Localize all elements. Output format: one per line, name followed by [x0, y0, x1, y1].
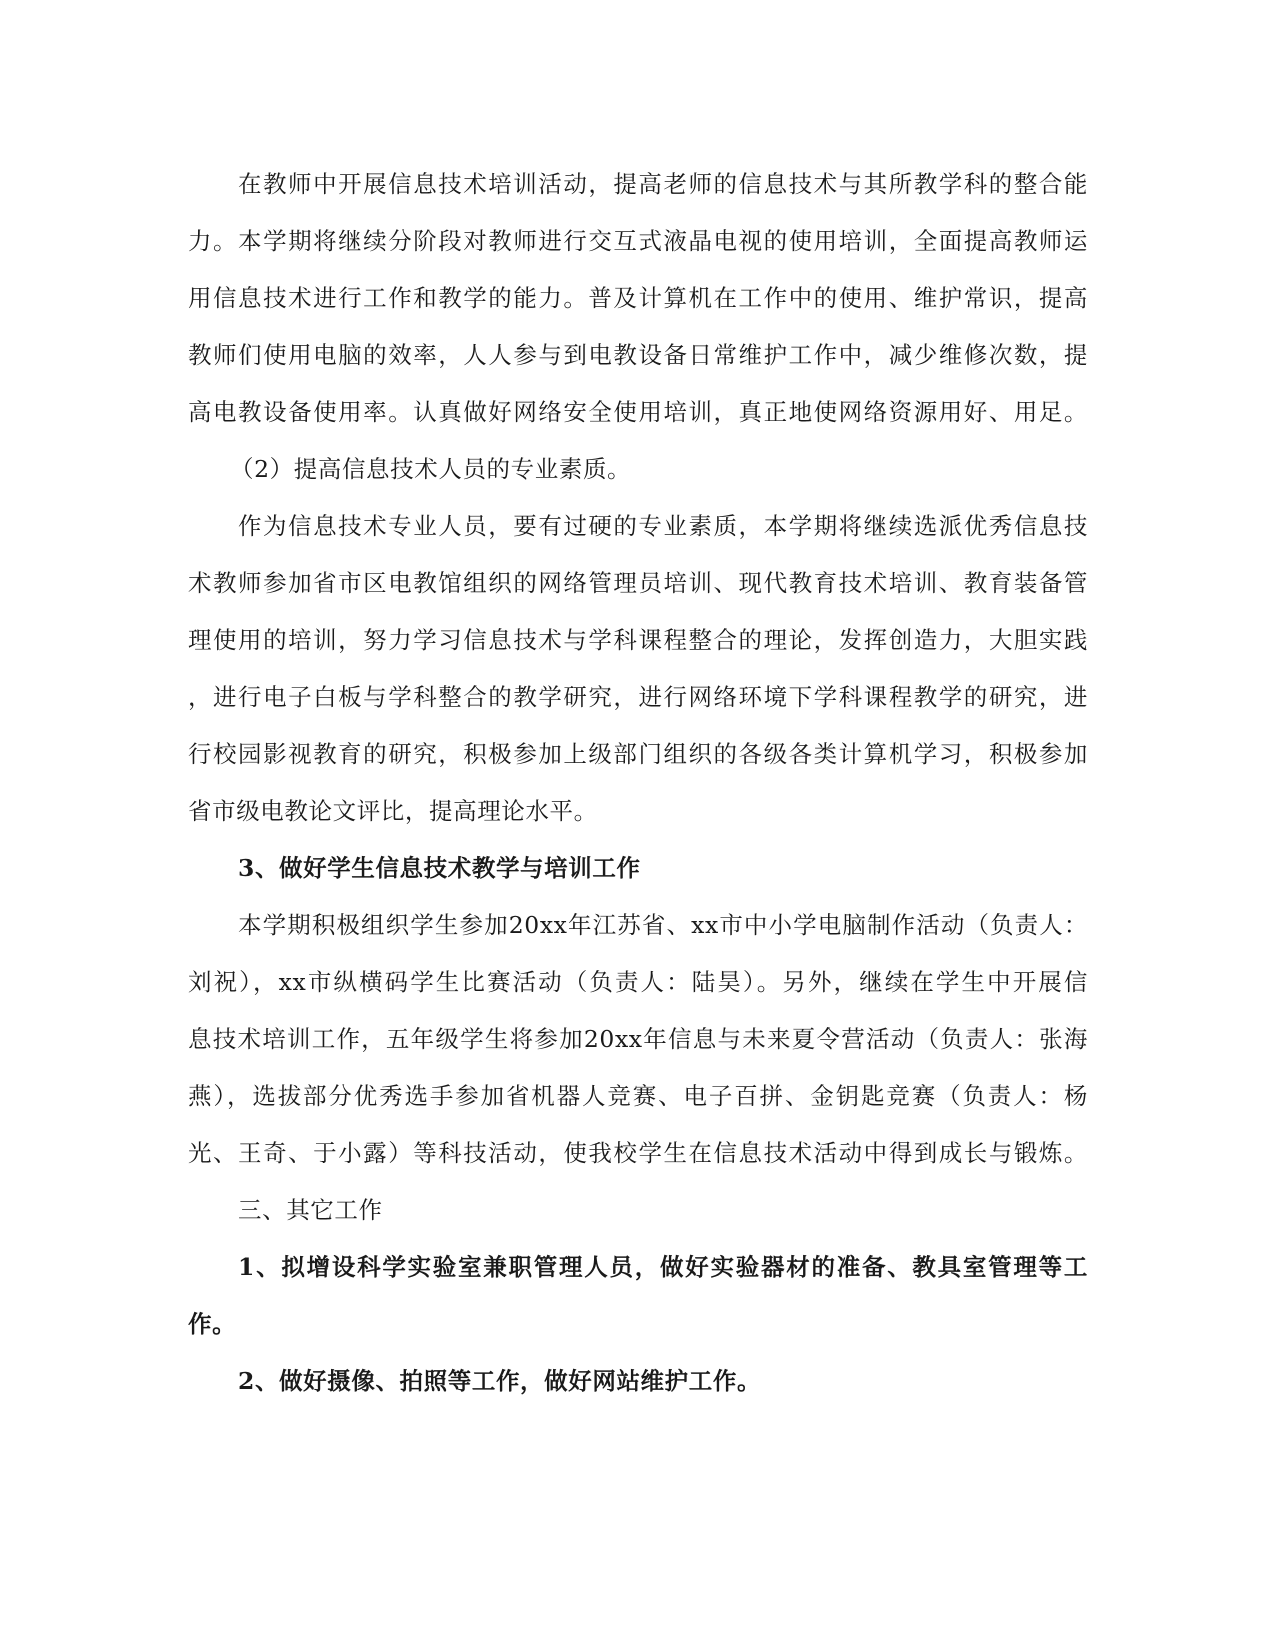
bold-paragraph-line: 作。 [188, 1310, 237, 1338]
paragraph-line: 理使用的培训，努力学习信息技术与学科课程整合的理论，发挥创造力，大胆实践 [188, 626, 1088, 654]
paragraph-line: 术教师参加省市区电教馆组织的网络管理员培训、现代教育技术培训、教育装备管 [188, 569, 1088, 597]
subheading-line: （2）提高信息技术人员的专业素质。 [230, 455, 632, 483]
paragraph-line: 教师们使用电脑的效率，人人参与到电教设备日常维护工作中，减少维修次数，提 [188, 341, 1088, 369]
paragraph-line: 光、王奇、于小露）等科技活动，使我校学生在信息技术活动中得到成长与锻炼。 [188, 1139, 1088, 1167]
paragraph-line: 刘祝），xx市纵横码学生比赛活动（负责人：陆昊）。另外，继续在学生中开展信 [188, 968, 1088, 996]
paragraph-line: 本学期积极组织学生参加20xx年江苏省、xx市中小学电脑制作活动（负责人： [238, 911, 1088, 939]
paragraph-line: 行校园影视教育的研究，积极参加上级部门组织的各级各类计算机学习，积极参加 [188, 740, 1088, 768]
bold-paragraph-line: 2、做好摄像、拍照等工作，做好网站维护工作。 [238, 1367, 762, 1395]
paragraph-line: 力。本学期将继续分阶段对教师进行交互式液晶电视的使用培训，全面提高教师运 [188, 227, 1088, 255]
paragraph-line: 省市级电教论文评比，提高理论水平。 [188, 797, 598, 825]
bold-paragraph-line: 1、拟增设科学实验室兼职管理人员，做好实验器材的准备、教具室管理等工 [238, 1253, 1088, 1281]
paragraph-line: ，进行电子白板与学科整合的教学研究，进行网络环境下学科课程教学的研究，进 [188, 683, 1088, 711]
section-heading: 3、做好学生信息技术教学与培训工作 [238, 854, 641, 882]
section-heading: 三、其它工作 [238, 1196, 383, 1224]
paragraph-line: 高电教设备使用率。认真做好网络安全使用培训，真正地使网络资源用好、用足。 [188, 398, 1088, 426]
paragraph-line: 用信息技术进行工作和教学的能力。普及计算机在工作中的使用、维护常识，提高 [188, 284, 1088, 312]
paragraph-line: 在教师中开展信息技术培训活动，提高老师的信息技术与其所教学科的整合能 [238, 170, 1088, 198]
paragraph-line: 作为信息技术专业人员，要有过硬的专业素质，本学期将继续选派优秀信息技 [238, 512, 1088, 540]
paragraph-line: 息技术培训工作，五年级学生将参加20xx年信息与未来夏令营活动（负责人：张海 [188, 1025, 1088, 1053]
paragraph-line: 燕），选拔部分优秀选手参加省机器人竞赛、电子百拼、金钥匙竞赛（负责人：杨 [188, 1082, 1088, 1110]
